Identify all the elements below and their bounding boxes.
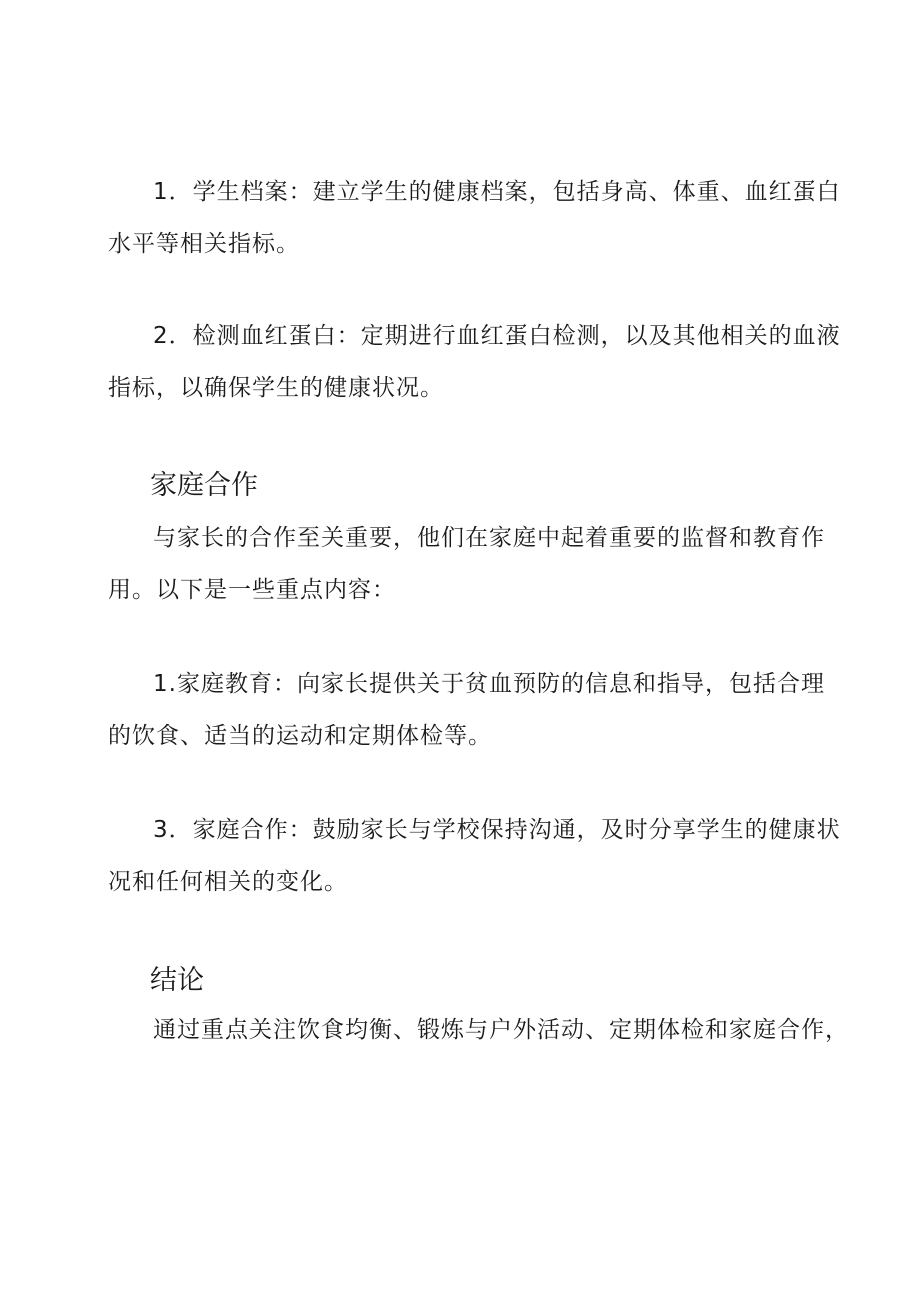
- section-family-heading-wrap: [108, 466, 818, 506]
- paragraph-line: 用。以下是一些重点内容：: [108, 577, 396, 603]
- paragraph-line: 通过重点关注饮食均衡、锻炼与户外活动、定期体检和家庭合作，: [153, 1017, 849, 1043]
- paragraph: [108, 1004, 849, 1056]
- paragraph-line: 与家长的合作至关重要，他们在家庭中起着重要的监督和教育作: [153, 525, 825, 551]
- section-conclusion-heading-wrap: [108, 961, 818, 1001]
- section-conclusion-body: [108, 1004, 849, 1056]
- paragraph-line: 3．家庭合作：鼓励家长与学校保持沟通，及时分享学生的健康状: [153, 817, 841, 843]
- paragraph-line: 况和任何相关的变化。: [108, 869, 348, 895]
- list-item-family-education: [108, 658, 825, 762]
- paragraph: [108, 512, 825, 616]
- paragraph-line: 水平等相关指标。: [108, 231, 300, 257]
- paragraph: [108, 658, 825, 762]
- paragraph-line: 指标，以确保学生的健康状况。: [108, 375, 444, 401]
- section-family-intro: [108, 512, 825, 616]
- paragraph-line: 1.家庭教育：向家长提供关于贫血预防的信息和指导，包括合理: [153, 671, 825, 697]
- paragraph: [108, 804, 841, 908]
- list-item-student-record: [108, 166, 841, 270]
- paragraph-line: 2．检测血红蛋白：定期进行血红蛋白检测，以及其他相关的血液: [153, 323, 841, 349]
- paragraph-line: 的饮食、适当的运动和定期体检等。: [108, 723, 492, 749]
- list-item-hemoglobin-test: [108, 310, 841, 414]
- paragraph-line: 1．学生档案：建立学生的健康档案，包括身高、体重、血红蛋白: [153, 179, 841, 205]
- section-heading-conclusion: 结论: [150, 965, 204, 996]
- section-heading-family: 家庭合作: [150, 470, 258, 501]
- list-item-family-cooperation: [108, 804, 841, 908]
- paragraph: [108, 166, 841, 270]
- paragraph: [108, 310, 841, 414]
